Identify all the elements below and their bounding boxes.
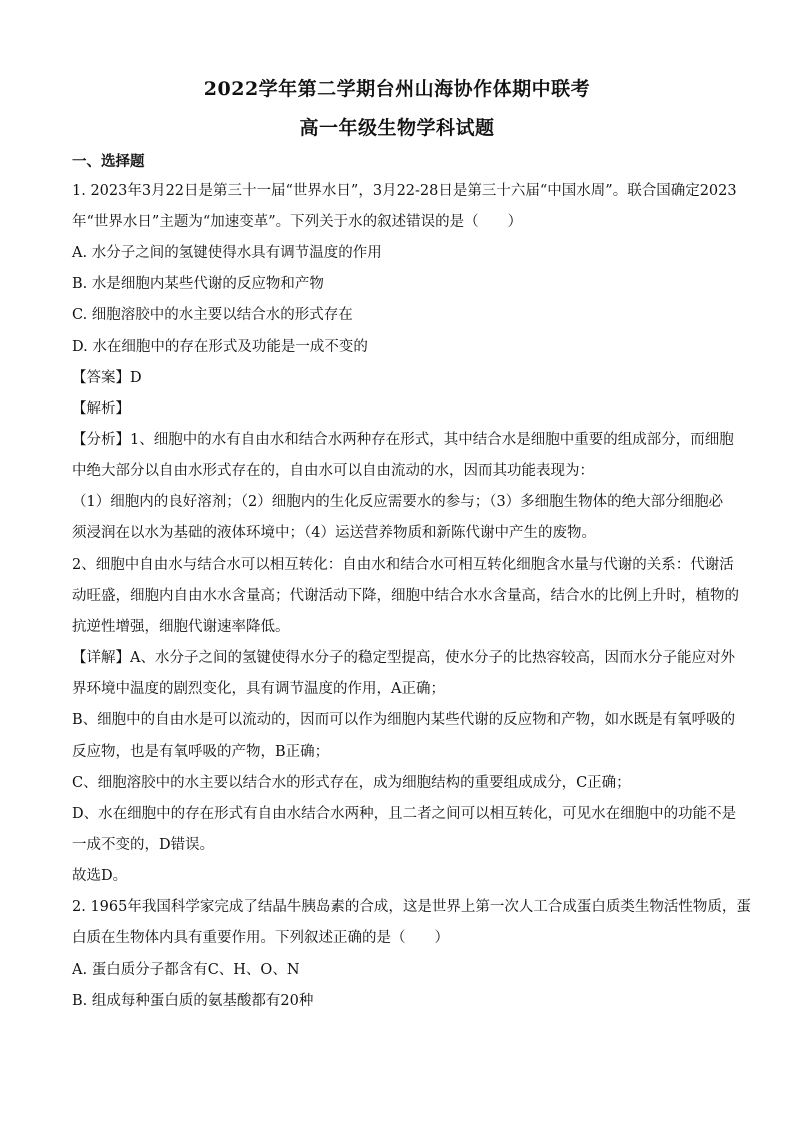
question-1-stem: 1. 2023年3月22日是第三十一届“世界水日”，3月22-28日是第三十六届“中国水周”。联合国确定2023 xyxy=(72,183,737,199)
document-title: 2022学年第二学期台州山海协作体期中联考 xyxy=(203,78,591,100)
question-1-option-c: C. 细胞溶胶中的水主要以结合水的形式存在 xyxy=(72,307,353,323)
question-1-option-b: B. 水是细胞内某些代谢的反应物和产物 xyxy=(72,276,324,292)
detail-paragraph-line: D、水在细胞中的存在形式有自由水结合水两种，且二者之间可以相互转化，可见水在细胞中的功能不是 xyxy=(72,806,737,822)
analysis-paragraph-line: 2、细胞中自由水与结合水可以相互转化：自由水和结合水可相互转化细胞含水量与代谢的关系：代谢活 xyxy=(72,557,734,573)
analysis-paragraph-line: （1）细胞内的良好溶剂；（2）细胞内的生化反应需要水的参与；（3）多细胞生物体的绝大部分细胞必 xyxy=(72,494,724,510)
conclusion-line: 故选D。 xyxy=(72,868,128,884)
analysis-paragraph-line: 须浸润在以水为基础的液体环境中；（4）运送营养物质和新陈代谢中产生的废物。 xyxy=(72,525,596,541)
detail-paragraph-line: B、细胞中的自由水是可以流动的，因而可以作为细胞内某些代谢的反应物和产物，如水既是有氧呼吸的 xyxy=(72,712,736,728)
question-2-stem: 2. 1965年我国科学家完成了结晶牛胰岛素的合成，这是世界上第一次人工合成蛋白质类生物活性物质，蛋 xyxy=(72,899,751,915)
question-2-stem-cont: 白质在生物体内具有重要作用。下列叙述正确的是（ ） xyxy=(72,930,449,946)
analysis-paragraph-line: 中绝大部分以自由水形式存在的，自由水可以自由流动的水，因而其功能表现为： xyxy=(72,463,594,479)
question-1-stem-cont: 年“世界水日”主题为“加速变革”。下列关于水的叙述错误的是（ ） xyxy=(72,214,523,230)
analysis-paragraph: 【分析】1、细胞中的水有自由水和结合水两种存在形式，其中结合水是细胞中重要的组成部分，而细胞 xyxy=(72,432,734,448)
question-2-option-a: A. 蛋白质分子都含有C、H、O、N xyxy=(72,962,300,978)
detail-paragraph-line: 反应物，也是有氧呼吸的产物，B正确； xyxy=(72,744,330,760)
document-subtitle: 高一年级生物学科试题 xyxy=(299,117,495,139)
analysis-paragraph-line: 动旺盛，细胞内自由水水含量高；代谢活动下降，细胞中结合水水含量高，结合水的比例上升时，植物的 xyxy=(72,588,739,604)
question-1-option-a: A. 水分子之间的氢键使得水具有调节温度的作用 xyxy=(72,245,382,261)
question-2-option-b: B. 组成每种蛋白质的氨基酸都有20种 xyxy=(72,993,314,1009)
explanation-label: 【解析】 xyxy=(72,401,130,417)
answer-label: 【答案】D xyxy=(72,370,142,386)
detail-paragraph-line: 一成不变的，D错误。 xyxy=(72,837,215,853)
detail-paragraph: 【详解】A、水分子之间的氢键使得水分子的稳定型提高，使水分子的比热容较高，因而水分子能应对外 xyxy=(72,650,735,666)
question-1-option-d: D. 水在细胞中的存在形式及功能是一成不变的 xyxy=(72,339,368,355)
section-heading: 一、选择题 xyxy=(72,153,145,170)
detail-paragraph-line: C、细胞溶胶中的水主要以结合水的形式存在，成为细胞结构的重要组成成分，C正确； xyxy=(72,775,631,791)
analysis-paragraph-line: 抗逆性增强，细胞代谢速率降低。 xyxy=(72,619,290,635)
detail-paragraph-line: 界环境中温度的剧烈变化，具有调节温度的作用，A正确； xyxy=(72,681,445,697)
